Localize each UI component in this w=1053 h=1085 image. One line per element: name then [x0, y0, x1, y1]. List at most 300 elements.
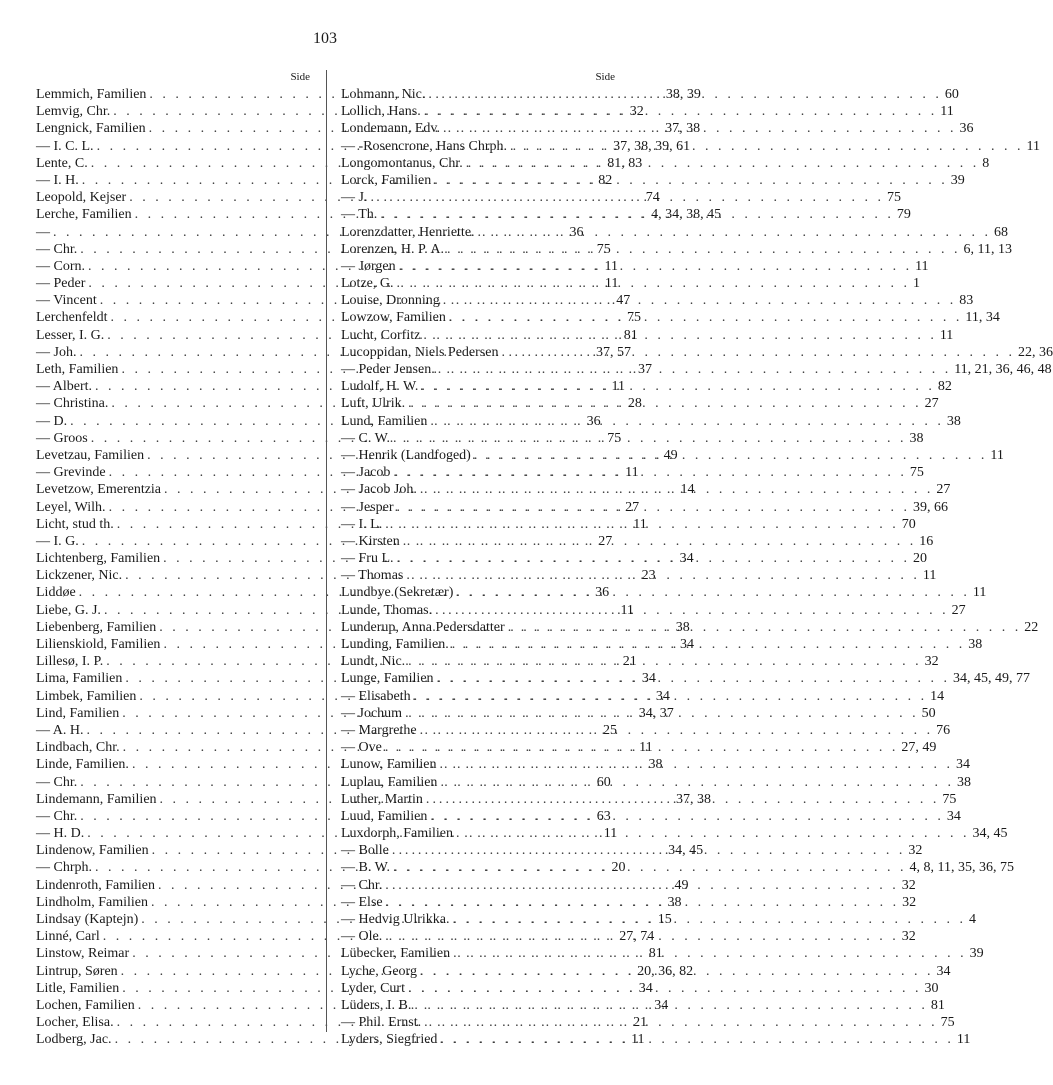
dot-leader	[417, 722, 937, 739]
entry-pages: 37	[637, 362, 652, 377]
entry-pages: 23	[641, 568, 656, 584]
entry-name: Lilienskiold, Familien	[36, 637, 161, 652]
entry-name: Luther, Martin	[341, 791, 423, 807]
entry-pages: 81	[930, 997, 945, 1013]
entry-name: Lorenzdatter, Henriette.	[341, 224, 475, 240]
dot-leader	[394, 550, 914, 567]
dot-leader	[417, 963, 937, 980]
dot-leader	[405, 653, 925, 670]
entry-name: — Th.	[341, 207, 378, 223]
entry-pages: 38	[968, 637, 983, 652]
dot-leader	[405, 980, 925, 997]
entry-name: Lowzow, Familien	[341, 310, 446, 326]
entry-pages: 22	[1024, 619, 1039, 635]
dot-leader	[418, 378, 938, 395]
entry-pages: 11, 34	[965, 310, 1000, 326]
entry-name: — J.	[341, 190, 368, 206]
entry-name: — Vincent	[36, 293, 97, 309]
entry-name: Lunde, Thomas.	[341, 602, 433, 618]
dot-leader	[446, 309, 966, 326]
dot-leader	[396, 258, 916, 275]
entry-pages: 81, 83	[607, 155, 643, 171]
entry-name: — Ole.	[341, 929, 383, 945]
dot-leader	[389, 842, 909, 859]
entry-pages: 11, 21, 36, 46, 48	[954, 362, 1052, 377]
dot-leader	[453, 825, 973, 842]
entry-name: Lollich, Hans.	[341, 104, 421, 120]
entry-name: Lunge, Familien	[341, 671, 434, 687]
entry-pages: 38	[909, 430, 924, 446]
index-entry	[341, 430, 924, 447]
entry-pages: 27	[951, 602, 966, 618]
entry-name: Lesser, I. G.	[36, 327, 105, 343]
entry-name: Lyders, Siegfried	[341, 1032, 438, 1048]
dot-leader	[394, 499, 914, 516]
entry-name: Lundbye (Sekretær)	[341, 585, 454, 601]
entry-pages: 34	[956, 757, 971, 773]
entry-pages: 37, 38	[665, 121, 701, 137]
entry-pages: 74	[645, 190, 660, 206]
entry-name: — Grevinde	[36, 465, 106, 481]
entry-pages: 38	[667, 894, 682, 910]
entry-name: — I. H.	[36, 172, 79, 188]
entry-name: — I. C. L.	[36, 138, 94, 154]
entry-pages: 81	[623, 327, 638, 343]
entry-pages: 79	[896, 207, 911, 223]
dot-leader	[400, 533, 920, 550]
dot-leader	[440, 120, 960, 137]
entry-name: Lillesø, I. P.	[36, 654, 104, 670]
dot-leader	[402, 705, 922, 722]
dot-leader	[437, 774, 957, 791]
entry-name: Luft, Ulrik.	[341, 396, 406, 412]
entry-pages: 75	[942, 791, 957, 807]
entry-name: Ludolf, H. W.	[341, 379, 419, 395]
entry-name: — Else	[341, 894, 383, 910]
entry-pages: 14	[680, 482, 695, 498]
dot-leader	[431, 172, 951, 189]
entry-name: Lindenroth, Familien	[36, 877, 155, 893]
entry-name: — Kirsten	[341, 533, 400, 549]
entry-pages: 39, 66	[913, 499, 948, 515]
index-entry	[341, 774, 971, 791]
entry-name: Limbek, Familien	[36, 688, 137, 704]
entry-name: Lindemann, Familien	[36, 791, 157, 807]
entry-name: Lochen, Familien	[36, 997, 135, 1013]
entry-pages: 38	[946, 413, 961, 429]
entry-name: — I. G.	[36, 533, 79, 549]
entry-pages: 20, 36, 82	[637, 963, 694, 979]
dot-leader	[463, 155, 983, 172]
index-entry	[341, 172, 965, 189]
entry-name: — Jacob Joh.	[341, 482, 417, 498]
entry-name: — Jørgen	[341, 258, 396, 274]
entry-pages: 34, 45	[972, 826, 1008, 842]
entry-pages: 39	[969, 946, 984, 962]
dot-leader	[417, 481, 937, 498]
entry-pages: 75	[940, 1015, 955, 1031]
dot-leader	[444, 241, 964, 258]
entry-pages: 27	[598, 533, 613, 549]
entry-name: Linstow, Reimar	[36, 946, 130, 962]
entry-name: — Chr.	[341, 877, 383, 893]
dot-leader	[507, 138, 1027, 155]
entry-name: Liddøe	[36, 585, 76, 601]
left-column-header: Side	[290, 71, 310, 83]
entry-name: — Christina.	[36, 396, 109, 412]
entry-pages: 4, 34, 38, 45	[651, 207, 722, 223]
entry-name: — Jacob	[341, 465, 391, 481]
entry-name: Lübecker, Familien	[341, 946, 451, 962]
entry-name: — Corn.	[36, 258, 85, 274]
entry-name: — -Rosencrone, Hans Chrph.	[341, 138, 508, 154]
entry-name: Lorck, Familien	[341, 172, 432, 188]
entry-name: — Albert.	[36, 379, 92, 395]
entry-name: — H. D.	[36, 826, 85, 842]
entry-name: Lunow, Familien	[341, 757, 437, 773]
dot-leader	[390, 859, 910, 876]
entry-pages: 38, 39	[665, 87, 701, 102]
entry-pages: 27, 49	[901, 740, 937, 756]
entry-pages: 50	[921, 705, 936, 721]
entry-name: Levetzow, Emerentzia	[36, 482, 162, 498]
entry-name: Luplau, Familien	[341, 774, 438, 790]
entry-name: — Jesper	[341, 499, 394, 515]
entry-name: Leyel, Wilh.	[36, 499, 106, 515]
entry-pages: 6, 11, 13	[963, 241, 1013, 257]
entry-name: — Joh.	[36, 344, 77, 360]
entry-pages: 34	[638, 980, 653, 996]
entry-name: Lucoppidan, Niels Pedersen	[341, 344, 499, 360]
entry-pages: 32	[924, 654, 939, 670]
entry-pages: 1	[912, 276, 920, 292]
entry-name: Lunding, Familien.	[341, 637, 449, 652]
entry-name: Lintrup, Søren	[36, 963, 118, 979]
dot-leader	[434, 670, 954, 687]
dot-leader	[453, 584, 973, 601]
entry-pages: 83	[959, 293, 974, 309]
index-entry	[341, 533, 934, 550]
entry-pages: 34	[679, 551, 694, 567]
entry-name: Lyder, Curt	[341, 980, 405, 996]
entry-name: Linné, Carl	[36, 929, 100, 945]
entry-name: Lotze, G.	[341, 276, 394, 292]
entry-name: — B. W.	[341, 860, 391, 876]
entry-name: — Fru L.	[341, 551, 394, 567]
entry-name: Litle, Familien	[36, 980, 120, 996]
entry-pages: 70	[901, 516, 916, 532]
dot-leader	[421, 1014, 941, 1031]
entry-name: — Margrethe	[341, 722, 417, 738]
entry-pages: 11	[631, 1032, 645, 1048]
entry-pages: 20	[913, 551, 927, 567]
entry-pages: 60	[944, 87, 959, 102]
entry-name: Lunderup, Anna Pedersdatter	[341, 619, 505, 635]
entry-name: Lindsay (Kaptejn)	[36, 912, 139, 927]
entry-name: Lund, Familien	[341, 413, 428, 429]
entry-pages: 36	[569, 224, 584, 240]
entry-pages: 34	[946, 808, 961, 824]
index-entry	[341, 584, 987, 601]
entry-name: Lohmann, Nic.	[341, 87, 426, 102]
dot-leader	[437, 1031, 957, 1048]
entry-pages: 27	[936, 482, 951, 498]
dot-leader	[475, 224, 995, 241]
entry-pages: 34	[936, 963, 951, 979]
dot-leader	[377, 206, 897, 223]
entry-name: Lorenzen, H. P. A.	[341, 241, 445, 257]
entry-pages: 32	[901, 929, 916, 945]
entry-name: Lemmich, Familien	[36, 87, 147, 102]
dot-leader	[383, 894, 903, 911]
entry-name: Lichtenberg, Familien	[36, 551, 161, 567]
index-entry	[36, 189, 660, 206]
entry-pages: 8	[982, 155, 990, 171]
entry-name: — Chr.	[36, 808, 78, 824]
entry-name: Lickzener, Nic.	[36, 568, 123, 584]
entry-pages: 37, 57	[595, 344, 631, 360]
entry-name: Lodberg, Jac.	[36, 1032, 112, 1048]
dot-leader	[425, 86, 945, 103]
index-entry	[341, 258, 929, 275]
entry-name: Liebe, G. J.	[36, 602, 101, 618]
entry-name: Luxdorph, Familien	[341, 826, 453, 842]
dot-leader	[427, 808, 947, 825]
dot-leader	[450, 945, 970, 962]
entry-pages: 34, 37	[638, 705, 674, 721]
index-entry	[341, 722, 951, 739]
dot-leader	[421, 103, 941, 120]
entry-pages: 11	[604, 276, 619, 292]
entry-pages: 21	[622, 654, 637, 670]
column-divider	[326, 70, 327, 1032]
dot-leader	[405, 395, 925, 412]
entry-name: — Phil. Ernst.	[341, 1015, 422, 1031]
entry-name: Lyche, Georg	[341, 963, 417, 979]
entry-pages: 32	[901, 877, 916, 893]
entry-pages: 75	[627, 310, 642, 326]
entry-pages: 75	[909, 465, 924, 481]
entry-name: — Henrik (Landfoged)	[341, 447, 471, 463]
entry-pages: 34, 45, 49, 77	[953, 671, 1031, 687]
entry-name: — Hedvig Ulrikka.	[341, 912, 450, 927]
entry-pages: 11	[603, 826, 618, 842]
entry-pages: 39	[950, 172, 965, 188]
dot-leader	[382, 877, 902, 894]
dot-leader	[427, 413, 947, 430]
dot-leader	[411, 997, 931, 1014]
entry-pages: 32	[902, 894, 917, 910]
entry-pages: 37, 38, 39, 61	[613, 138, 691, 154]
right-column-header: Side	[595, 71, 615, 83]
dot-leader	[382, 739, 902, 756]
entry-pages: 11	[939, 327, 954, 343]
entry-pages: 22, 36	[1017, 344, 1053, 360]
dot-leader	[393, 275, 913, 292]
entry-pages: 11	[611, 379, 625, 395]
entry-name: Liebenberg, Familien	[36, 619, 157, 635]
entry-name: Louise, Dronning	[341, 293, 440, 309]
entry-name: — Chrph.	[36, 860, 92, 876]
entry-pages: 28	[627, 396, 642, 412]
dot-leader	[471, 447, 991, 464]
entry-name: — Peder	[36, 276, 86, 292]
entry-pages: 11	[633, 516, 647, 532]
entry-name: — D.	[36, 413, 68, 429]
index-entry	[341, 413, 961, 430]
entry-name: — Bolle	[341, 843, 389, 859]
index-entry	[341, 825, 1008, 842]
entry-pages: 16	[919, 533, 934, 549]
dot-leader	[390, 464, 910, 481]
entry-pages: 21	[633, 1015, 648, 1031]
entry-pages: 15	[657, 912, 672, 927]
entry-pages: 11	[956, 1032, 971, 1048]
index-entry	[341, 241, 1013, 258]
entry-name: Lima, Familien	[36, 671, 123, 687]
entry-name: — C. W.	[341, 430, 391, 446]
entry-pages: 11	[620, 602, 634, 618]
entry-pages: 36	[595, 585, 610, 601]
index-entry	[341, 670, 1031, 687]
entry-name: — Chr.	[36, 774, 78, 790]
index-entry	[341, 1031, 971, 1048]
entry-name: Lengnick, Familien	[36, 121, 146, 137]
entry-name: — Jochum	[341, 705, 403, 721]
entry-name: Lindholm, Familien	[36, 894, 148, 910]
dot-leader	[449, 636, 969, 653]
entry-pages: 63	[596, 808, 611, 824]
entry-pages: 75	[886, 190, 901, 206]
entry-pages: 34, 45	[668, 843, 704, 859]
entry-name: — I. L.	[341, 516, 383, 532]
entry-pages: 37, 38	[676, 791, 712, 807]
entry-name: Londemann, Edv.	[341, 121, 441, 137]
dot-leader	[432, 602, 952, 619]
entry-pages: 38	[675, 619, 690, 635]
entry-pages: 27	[924, 396, 939, 412]
entry-name: — Ove	[341, 740, 382, 756]
index-entry	[341, 808, 961, 825]
entry-pages: 30	[924, 980, 939, 996]
entry-name: Levetzau, Familien	[36, 447, 145, 463]
entry-pages: 76	[936, 722, 951, 738]
entry-name: Licht, stud th.	[36, 516, 114, 532]
entry-name: Locher, Elisa.	[36, 1015, 114, 1031]
entry-pages: 20	[611, 860, 626, 876]
entry-pages: 11	[915, 258, 929, 274]
entry-name: Lindbach, Chr.	[36, 740, 120, 756]
entry-pages: 36	[959, 121, 974, 137]
entry-name: — Chr.	[36, 241, 78, 257]
entry-pages: 75	[607, 430, 622, 446]
dot-leader	[449, 911, 969, 928]
entry-pages: 68	[994, 224, 1009, 240]
entry-name: —	[36, 224, 50, 240]
entry-pages: 11	[922, 568, 937, 584]
entry-pages: 82	[598, 172, 613, 188]
entry-name: Lerchenfeldt	[36, 310, 108, 326]
dot-leader	[435, 361, 955, 378]
entry-pages: 11	[940, 104, 954, 120]
entry-pages: 47	[616, 293, 631, 309]
dot-leader	[390, 430, 910, 447]
entry-name: Lerche, Familien	[36, 207, 132, 223]
dot-leader	[382, 928, 902, 945]
entry-pages: 34	[654, 997, 669, 1013]
entry-pages: 4, 8, 11, 35, 36, 75	[909, 860, 1014, 876]
entry-pages: 11	[972, 585, 987, 601]
index-entry	[341, 224, 1009, 241]
entry-pages: 11	[604, 258, 618, 274]
index-entry	[341, 344, 1053, 361]
entry-name: Lucht, Corfitz	[341, 327, 421, 343]
entry-name: — Groos	[36, 430, 88, 446]
entry-pages: 82	[937, 379, 952, 395]
entry-name: Lente, C.	[36, 155, 88, 171]
entry-pages: 81	[648, 946, 663, 962]
entry-pages: 27	[625, 499, 640, 515]
dot-leader	[403, 567, 923, 584]
entry-pages: 14	[930, 688, 945, 704]
page-number: 103	[313, 30, 337, 47]
entry-name: Luud, Familien	[341, 808, 428, 824]
dot-leader	[411, 688, 931, 705]
entry-pages: 32	[908, 843, 923, 859]
entry-name: — A. H.	[36, 722, 84, 738]
entry-name: Leopold, Kejser	[36, 190, 127, 206]
entry-name: Lemvig, Chr.	[36, 104, 111, 120]
entry-pages: 75	[596, 241, 611, 257]
entry-pages: 36	[586, 413, 601, 429]
dot-leader	[505, 619, 1025, 636]
entry-name: — Elisabeth	[341, 688, 411, 704]
entry-name: Lundt, Nic.	[341, 654, 406, 670]
entry-pages: 4	[968, 912, 976, 927]
entry-name: — Thomas	[341, 568, 404, 584]
dot-leader	[423, 791, 943, 808]
entry-pages: 11	[1026, 138, 1041, 154]
entry-pages: 49	[663, 447, 678, 463]
entry-pages: 11	[990, 447, 1004, 463]
entry-pages: 60	[596, 774, 611, 790]
entry-name: Leth, Familien	[36, 362, 119, 377]
dot-leader	[440, 292, 960, 309]
dot-leader	[498, 344, 1018, 361]
entry-pages: 38	[956, 774, 971, 790]
entry-pages: 11	[639, 740, 653, 756]
entry-pages: 25	[602, 722, 617, 738]
dot-leader	[382, 516, 902, 533]
entry-name: — Peder Jensen.	[341, 362, 435, 377]
entry-name: Lüders, I. B.	[341, 997, 412, 1013]
entry-pages: 27, 74	[619, 929, 655, 945]
dot-leader	[420, 327, 940, 344]
dot-leader	[367, 189, 887, 206]
entry-pages: 34	[655, 688, 670, 704]
entry-pages: 11	[625, 465, 639, 481]
entry-pages: 38	[648, 757, 663, 773]
entry-name: Linde, Familien.	[36, 757, 129, 773]
entry-pages: 34	[641, 671, 656, 687]
index-entry	[341, 275, 920, 292]
dot-leader	[437, 756, 957, 773]
entry-pages: 49	[674, 877, 689, 893]
entry-pages: 34	[679, 637, 694, 652]
entry-name: Longomontanus, Chr.	[341, 155, 463, 171]
entry-name: Lindenow, Familien	[36, 843, 149, 859]
entry-name: Lind, Familien	[36, 705, 120, 721]
